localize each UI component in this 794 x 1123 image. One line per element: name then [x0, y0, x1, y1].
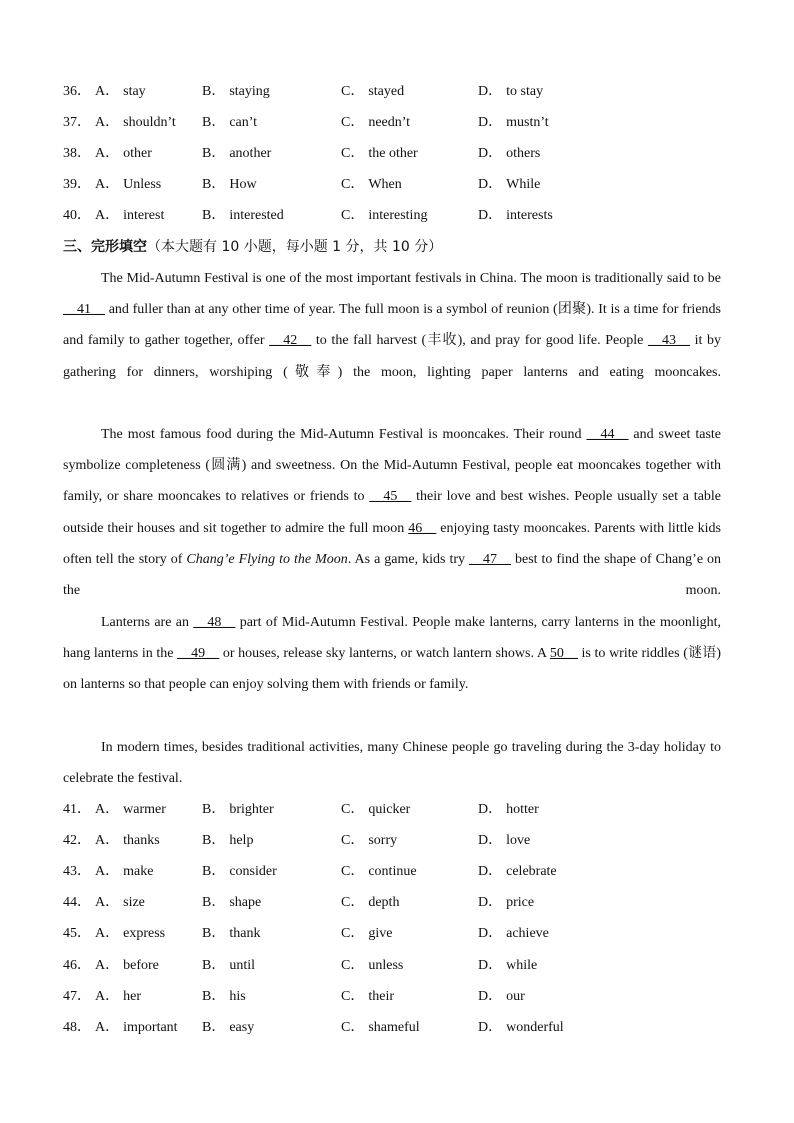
option-d: D． mustn’t — [478, 115, 549, 130]
option-a: A． other — [95, 146, 152, 161]
option-d: D． others — [478, 146, 541, 161]
story-title: Chang’e Flying to the Moon — [186, 551, 348, 567]
option-a: A． size — [95, 895, 145, 910]
option-d: D． While — [478, 177, 541, 192]
passage-paragraph-4: In modern times, besides traditional activities, many Chinese people go traveling during the 3-day holiday to celebrate the festival. — [63, 740, 721, 787]
option-a: A． warmer — [95, 802, 166, 817]
option-c: C． give — [341, 926, 393, 941]
option-c: C． stayed — [341, 84, 405, 99]
option-b: B． help — [202, 833, 254, 848]
question-number: 38． — [63, 146, 91, 161]
option-d: D． achieve — [478, 926, 549, 941]
option-b: B． thank — [202, 926, 261, 941]
option-d: D． while — [478, 958, 538, 973]
question-number: 48． — [63, 1020, 91, 1035]
blank-44: __44__ — [586, 427, 629, 442]
question-number: 36． — [63, 84, 91, 99]
option-d: D． price — [478, 895, 535, 910]
question-number: 41． — [63, 802, 91, 817]
option-a: A． shouldn’t — [95, 115, 176, 130]
blank-50: 50__ — [549, 646, 578, 662]
passage-paragraph-1: The Mid-Autumn Festival is one of the most important festivals in China. The moon is traditionally said to be __41__ and fuller than at any other time of year. The full moon is a symbol of reunion (团聚). It is a time for friends and family to gather together, offer __42__ to the fall harvest (丰收), and pray for good life. People __43__ it by gathering for dinners, worshiping (敬奉) the moon, lighting paper lanterns and eating mooncakes. — [63, 271, 722, 380]
section-note: （本大题有 10 小题，每小题 1 分，共 10 分） — [147, 239, 443, 255]
option-d: D． interests — [478, 208, 553, 223]
section-heading — [63, 236, 442, 258]
option-a: A． interest — [95, 208, 165, 223]
option-c: C． continue — [341, 864, 417, 879]
option-a: A． make — [95, 864, 154, 879]
option-b: B． shape — [202, 895, 262, 910]
passage-paragraph-3: Lanterns are an __48__ part of Mid-Autumn Festival. People make lanterns, carry lanterns in the moonlight, hang lanterns in the __49__ or houses, release sky lanterns, or watch lantern shows. A 50__ is to write riddles (谜语) on lanterns so that people can enjoy solving them with friends or family. — [63, 615, 722, 693]
option-d: D． celebrate — [478, 864, 557, 879]
option-c: C． needn’t — [341, 115, 411, 130]
option-d: D． love — [478, 833, 531, 848]
option-c: C． interesting — [341, 208, 428, 223]
option-b: B． easy — [202, 1020, 255, 1035]
option-b: B． interested — [202, 208, 284, 223]
blank-49: __49__ — [177, 646, 220, 662]
option-c: C． their — [341, 989, 394, 1004]
option-c: C． depth — [341, 895, 400, 910]
option-d: D． to stay — [478, 84, 544, 99]
question-number: 43． — [63, 864, 91, 879]
question-number: 42． — [63, 833, 91, 848]
option-b: B． consider — [202, 864, 277, 879]
question-number: 47． — [63, 989, 91, 1004]
option-c: C． shameful — [341, 1020, 420, 1035]
option-a: A． thanks — [95, 833, 160, 848]
blank-41: __41__ — [63, 302, 105, 318]
blank-45: __45__ — [369, 489, 412, 505]
option-b: B． another — [202, 146, 272, 161]
blank-47: __47__ — [469, 551, 511, 567]
blank-42: __42__ — [269, 333, 312, 349]
question-number: 44． — [63, 895, 91, 910]
option-c: C． unless — [341, 958, 404, 973]
option-b: B． How — [202, 177, 257, 192]
option-c: C． quicker — [341, 802, 411, 817]
option-c: C． sorry — [341, 833, 398, 848]
option-a: A． before — [95, 958, 159, 973]
question-number: 46． — [63, 958, 91, 973]
option-b: B． his — [202, 989, 246, 1004]
question-number: 37． — [63, 115, 91, 130]
option-b: B． staying — [202, 84, 270, 99]
option-b: B． until — [202, 958, 256, 973]
question-number: 40． — [63, 208, 91, 223]
option-b: B． can’t — [202, 115, 258, 130]
option-c: C． the other — [341, 146, 418, 161]
question-number: 45． — [63, 926, 91, 941]
passage-paragraph-2: The most famous food during the Mid-Autumn Festival is mooncakes. Their round __44__ and sweet taste symbolize completeness (圆满) and sweetness. On the Mid-Autumn Festival, people eat mooncakes together with family, or share mooncakes to relatives or friends to __45__ their love and best wishes. People usually set a table outside their houses and sit together to admire the full moon 46__ enjoying tasty mooncakes. Parents with little kids often tell the story of Chang’e Flying to the Moon. As a game, kids try __47__ best to find the shape of Chang’e on the moon. — [63, 427, 722, 599]
question-number: 39． — [63, 177, 91, 192]
option-c: C． When — [341, 177, 402, 192]
option-a: A． stay — [95, 84, 146, 99]
option-a: A． express — [95, 926, 166, 941]
blank-46: 46__ — [408, 520, 437, 536]
blank-48: __48__ — [193, 615, 236, 630]
option-d: D． our — [478, 989, 525, 1004]
option-b: B． brighter — [202, 802, 274, 817]
section-title: 三、完形填空 — [63, 239, 147, 255]
option-a: A． Unless — [95, 177, 162, 192]
option-d: D． hotter — [478, 802, 539, 817]
option-d: D． wonderful — [478, 1020, 564, 1035]
option-a: A． important — [95, 1020, 178, 1035]
blank-43: __43__ — [647, 333, 690, 349]
option-a: A． her — [95, 989, 142, 1004]
